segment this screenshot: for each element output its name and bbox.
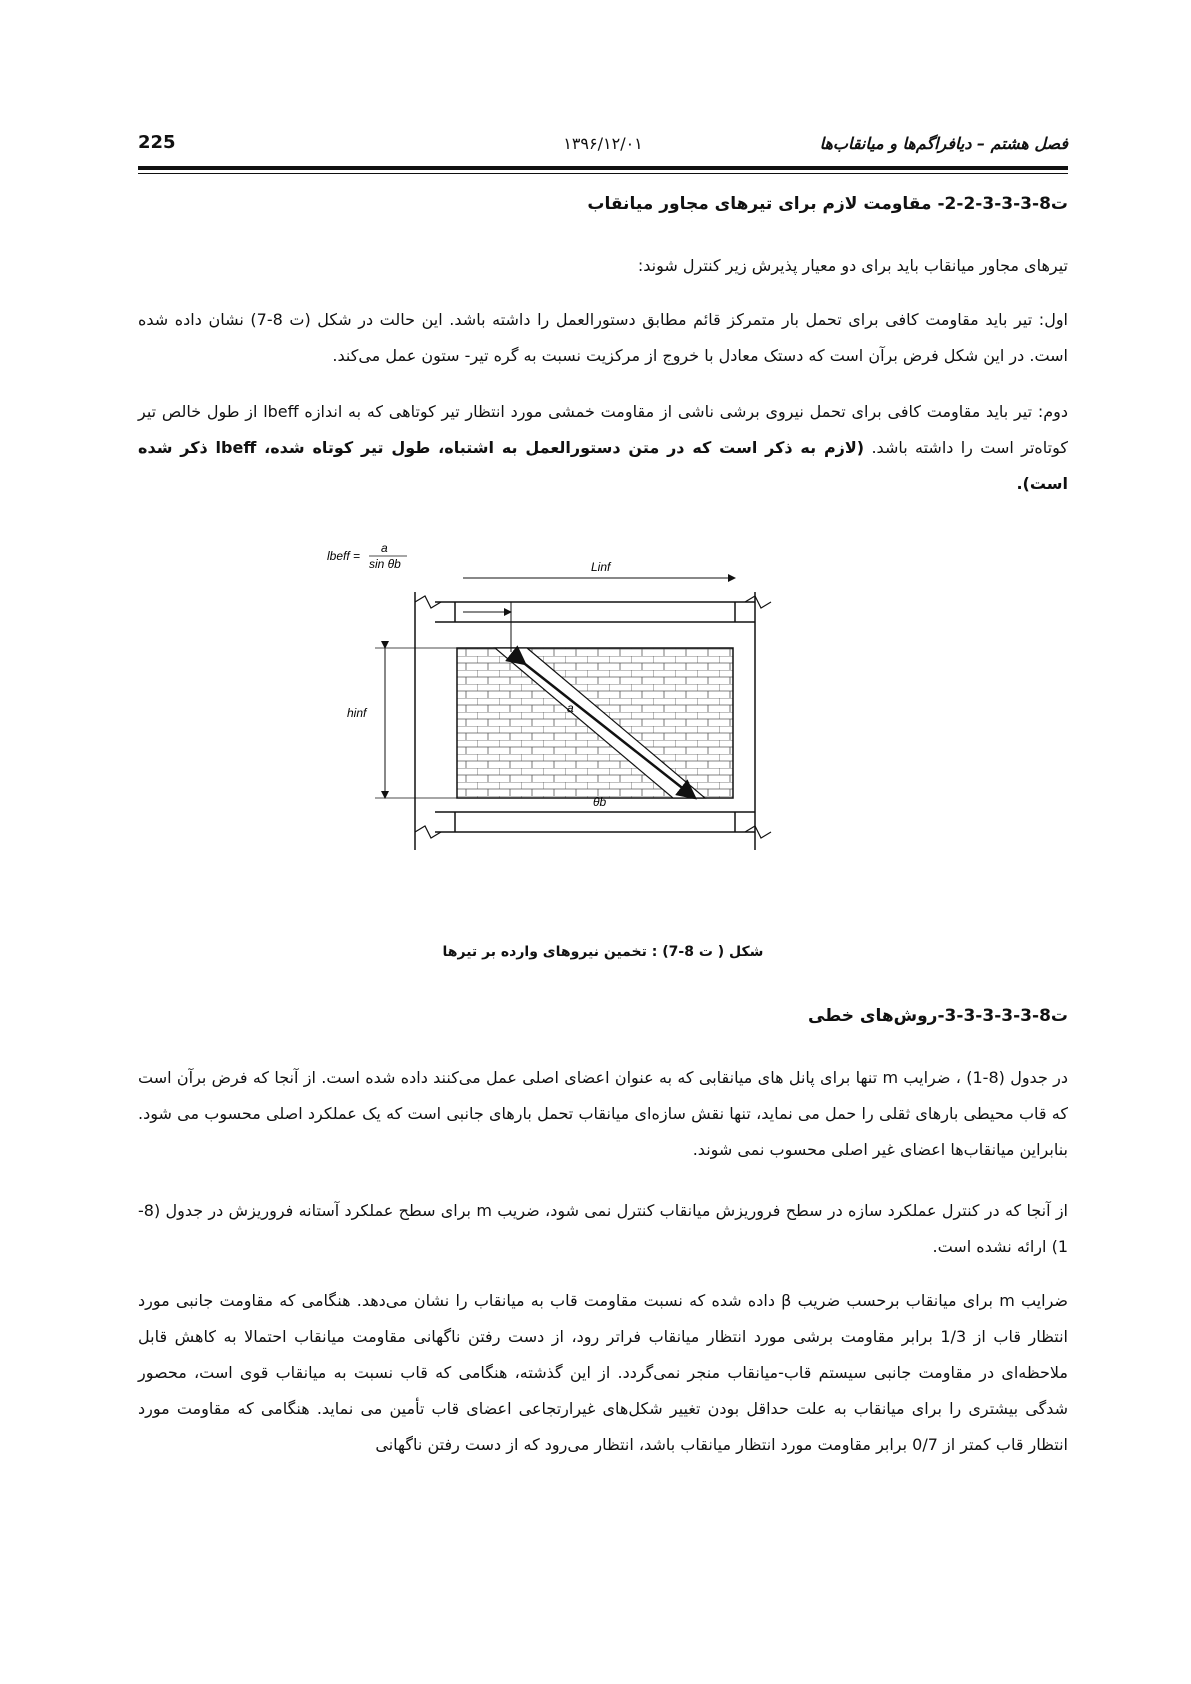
infill-beam-figure	[327, 541, 835, 917]
page-header	[138, 132, 1068, 162]
page-number: 225	[138, 132, 176, 153]
linf-label: Linf	[591, 560, 611, 574]
paragraph-intro: تیرهای مجاور میانقاب باید برای دو معیار پذیرش زیر کنترل شوند:	[637, 256, 1068, 275]
lbeff-label: lbeff =	[327, 549, 361, 563]
paragraph-first-criterion: اول: تیر باید مقاومت کافی برای تحمل بار متمرکز قائم مطابق دستورالعمل را داشته باشد. این حالت در شکل (ت 8-7) نشان داده شده است. در این شکل فرض برآن است که دستک معادل با خروج از مرکزیت نسبت به گره تیر- ستون عمل می‌کند.	[138, 310, 1068, 365]
header-rule-thin	[138, 173, 1068, 174]
hinf-label: hinf	[347, 706, 367, 720]
paragraph-m-factors: در جدول (8-1) ، ضرایب m تنها برای پانل های میانقابی که به عنوان اعضای اصلی عمل می‌کنند داده شده است. از آنجا که فرض برآن است که قاب محیطی بارهای ثقلی را حمل می نماید، تنها نقش سازه‌ای میانقاب تحمل بارهای جانبی است که یک عملکرد اصلی محسوب می شود. بنابراین میانقاب‌ها اعضای غیر اصلی محسوب نمی شوند.	[138, 1068, 1069, 1159]
bottom-beam	[435, 812, 755, 832]
section-heading-linear-methods: ت8-3-3-3-3-3-روش‌های خطی	[807, 1006, 1068, 1026]
lbeff-numerator: a	[381, 541, 388, 555]
paragraph-second-criterion	[138, 394, 1068, 502]
paragraph-second-note: (لازم به ذکر است که در متن دستورالعمل به اشتباه، طول تیر کوتاه شده، lbeff ذکر شده است).	[138, 438, 1068, 493]
paragraph-second-text: دوم: تیر باید مقاومت کافی برای تحمل نیروی برشی ناشی از مقاومت خمشی مورد انتظار تیر کوتاهی که به اندازه lbeff از طول خالص تیر کوتاه‌تر است را داشته باشد.	[138, 402, 1069, 457]
lbeff-denominator: sin θb	[369, 557, 401, 571]
figure-caption: شکل ( ت 8-7) : تخمین نیروهای وارده بر تیرها	[442, 944, 764, 960]
paragraph-collapse-level: از آنجا که در کنترل عملکرد سازه در سطح فروریزش میانقاب کنترل نمی شود، ضریب m برای سطح عملکرد آستانه فروریزش در جدول (8-1) ارائه نشده است.	[138, 1201, 1069, 1256]
theta-label: θb	[593, 795, 607, 809]
header-date: ۱۳۹۶/۱۲/۰۱	[563, 134, 643, 153]
chapter-title: فصل هشتم – دیافراگم‌ها و میانقاب‌ها	[819, 134, 1068, 153]
paragraph-beta-ratio: ضرایب m برای میانقاب برحسب ضریب β داده شده که نسبت مقاومت قاب به میانقاب را نشان می‌دهد. هنگامی که مقاومت جانبی مورد انتظار قاب از 1/3 برابر مقاومت برشی مورد انتظار میانقاب فراتر رود، از دست رفتن ناگهانی مقاومت میانقاب احتمالا به کاهش قابل ملاحظه‌ای در مقاومت جانبی سیستم قاب-میانقاب منجر نمی‌گردد. از این گذشته، هنگامی که قاب نسبت به میانقاب قوی است، محصور شدگی بیشتری را برای میانقاب به علت حداقل بودن تغییر شکل‌های غیرارتجاعی اعضای قاب تأمین می نماید. هنگامی که مقاومت مورد انتظار قاب کمتر از 0/7 برابر مقاومت مورد انتظار میانقاب باشد، انتظار می‌رود که از دست رفتن ناگهانی	[138, 1291, 1069, 1454]
header-rule-thick	[138, 166, 1068, 170]
strut-width-label: a	[567, 701, 574, 715]
section-heading-beams: ت8-3-3-3-2-2- مقاومت لازم برای تیرهای مجاور میانقاب	[587, 194, 1068, 214]
